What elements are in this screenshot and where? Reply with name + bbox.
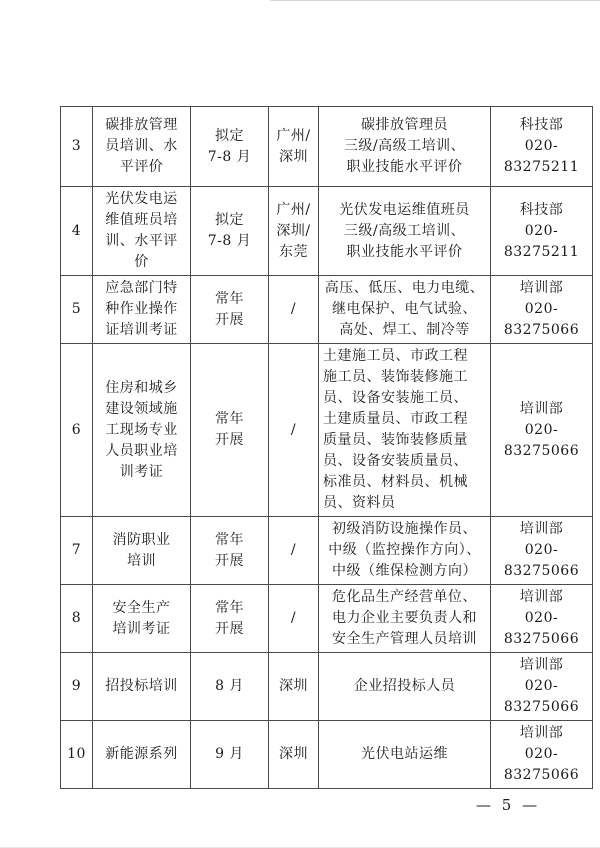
cell-training-name-line: 员培训、水 bbox=[105, 138, 178, 154]
cell-time-line: 9 月 bbox=[215, 746, 244, 762]
cell-contact bbox=[491, 344, 593, 517]
cell-number: 10 bbox=[61, 721, 93, 789]
cell-location bbox=[269, 187, 319, 276]
cell-time-line: 开展 bbox=[215, 432, 244, 448]
cell-contact-line: 020-83275066 bbox=[503, 678, 580, 715]
cell-training-name-line: 平评价 bbox=[119, 159, 164, 175]
cell-contact-line: 培训部 bbox=[519, 521, 564, 537]
cell-time-line: 常年 bbox=[215, 599, 244, 616]
cell-training-name bbox=[93, 344, 191, 517]
cell-time-line: 常年 bbox=[215, 531, 244, 548]
table-row bbox=[61, 276, 593, 344]
cell-contact-line: 培训部 bbox=[519, 400, 564, 417]
cell-time-line: 开展 bbox=[215, 311, 244, 328]
cell-training-name-line: 人员职业培 bbox=[105, 442, 178, 459]
cell-contact-line: 020-83275066 bbox=[503, 421, 580, 459]
cell-location bbox=[269, 276, 319, 344]
cell-content bbox=[319, 653, 491, 721]
cell-content-line: 职业技能水平评价 bbox=[346, 159, 463, 175]
cell-training-name-line: 培训考证 bbox=[112, 620, 171, 637]
cell-time-line: 常年 bbox=[215, 411, 244, 427]
cell-training-name-line: 种作业操作 bbox=[105, 301, 178, 317]
cell-location bbox=[269, 344, 319, 517]
cell-contact-line: 020-83275211 bbox=[503, 222, 580, 260]
cell-training-name-line: 培训 bbox=[127, 552, 156, 569]
cell-contact bbox=[491, 187, 593, 276]
cell-time bbox=[191, 344, 269, 517]
cell-training-name bbox=[93, 107, 191, 187]
table-row bbox=[61, 344, 593, 517]
cell-training-name-line: 安全生产 bbox=[112, 599, 171, 616]
cell-content-line: 中级（监控操作方向）、 bbox=[328, 542, 481, 558]
cell-contact bbox=[491, 107, 593, 187]
cell-training-name-line: 招投标培训 bbox=[105, 678, 178, 694]
table-row bbox=[61, 721, 593, 789]
cell-location-line: / bbox=[290, 610, 297, 626]
cell-contact-line: 020-83275066 bbox=[503, 542, 580, 579]
cell-contact-line: 科技部 bbox=[519, 117, 564, 133]
cell-location bbox=[269, 653, 319, 721]
page-number: — 5 — bbox=[476, 796, 541, 814]
cell-content-line: 光伏电站运维 bbox=[361, 746, 448, 762]
cell-location bbox=[269, 585, 319, 653]
table-row bbox=[61, 653, 593, 721]
cell-location bbox=[269, 721, 319, 789]
cell-contact-line: 培训部 bbox=[519, 657, 564, 673]
cell-number: 5 bbox=[61, 276, 93, 344]
cell-time bbox=[191, 107, 269, 187]
cell-location bbox=[269, 107, 319, 187]
table-row bbox=[61, 107, 593, 187]
cell-content bbox=[319, 517, 491, 585]
scan-top-edge bbox=[270, 0, 600, 1]
cell-time-line: 拟定 bbox=[215, 212, 244, 228]
cell-content-line: 标准员、材料员、机械 bbox=[323, 474, 468, 490]
cell-time bbox=[191, 517, 269, 585]
cell-content-line: 碳排放管理员 bbox=[361, 117, 448, 133]
cell-number: 9 bbox=[61, 653, 93, 721]
cell-training-name-line: 建设领域施 bbox=[105, 400, 178, 417]
cell-content-line: 员、资料员 bbox=[323, 495, 396, 511]
cell-training-name bbox=[93, 721, 191, 789]
cell-training-name-line: 应急部门特 bbox=[105, 280, 178, 296]
cell-contact-line: 培训部 bbox=[519, 725, 564, 741]
cell-content-line: 三级/高级工培训、 bbox=[343, 222, 466, 239]
cell-content-line: 电力企业主要负责人和 bbox=[332, 610, 477, 626]
cell-contact bbox=[491, 585, 593, 653]
cell-content bbox=[319, 187, 491, 276]
cell-content-line: 土建质量员、市政工程 bbox=[323, 411, 468, 427]
cell-content-line: 员、设备安装施工员、 bbox=[323, 390, 468, 406]
cell-number: 6 bbox=[61, 344, 93, 517]
cell-time bbox=[191, 276, 269, 344]
table-row bbox=[61, 517, 593, 585]
cell-contact-line: 020-83275066 bbox=[503, 746, 580, 783]
cell-time bbox=[191, 585, 269, 653]
cell-content-line: 员、设备安装质量员、 bbox=[323, 453, 468, 469]
cell-content bbox=[319, 107, 491, 187]
cell-content bbox=[319, 585, 491, 653]
cell-time-line: 开展 bbox=[215, 620, 244, 637]
cell-time-line: 7-8 月 bbox=[207, 148, 252, 165]
cell-content-line: 职业技能水平评价 bbox=[346, 243, 463, 260]
cell-time bbox=[191, 187, 269, 276]
cell-content-line: 中级（维保检测方向） bbox=[332, 563, 477, 579]
cell-location bbox=[269, 517, 319, 585]
cell-content-line: 企业招投标人员 bbox=[353, 678, 456, 694]
cell-content bbox=[319, 344, 491, 517]
cell-content-line: 高处、焊工、制冷等 bbox=[339, 322, 470, 338]
cell-time-line: 拟定 bbox=[215, 127, 244, 144]
cell-number: 3 bbox=[61, 107, 93, 187]
cell-location-line: / bbox=[290, 421, 297, 438]
table-row bbox=[61, 187, 593, 276]
cell-training-name-line: 碳排放管理 bbox=[105, 117, 178, 133]
cell-location-line: / bbox=[290, 301, 297, 317]
cell-time-line: 常年 bbox=[215, 290, 244, 307]
cell-time-line: 7-8 月 bbox=[207, 233, 252, 249]
cell-contact bbox=[491, 276, 593, 344]
cell-training-name-line: 价 bbox=[134, 254, 149, 270]
cell-contact-line: 020-83275066 bbox=[503, 610, 580, 647]
cell-training-name-line: 新能源系列 bbox=[105, 746, 178, 762]
training-schedule-table bbox=[60, 106, 593, 789]
cell-content-line: 初级消防设施操作员、 bbox=[332, 521, 477, 537]
cell-training-name-line: 工现场专业 bbox=[105, 421, 178, 438]
cell-location-line: 广州/ bbox=[276, 127, 311, 144]
cell-content-line: 安全生产管理人员培训 bbox=[332, 631, 477, 647]
cell-location-line: 东莞 bbox=[279, 243, 308, 260]
cell-contact-line: 020-83275211 bbox=[503, 138, 580, 175]
cell-content-line: 三级/高级工培训、 bbox=[343, 138, 466, 154]
cell-contact bbox=[491, 653, 593, 721]
cell-location-line: 深圳/ bbox=[276, 222, 311, 239]
cell-training-name bbox=[93, 653, 191, 721]
cell-contact-line: 020-83275066 bbox=[503, 301, 580, 338]
cell-number: 8 bbox=[61, 585, 93, 653]
cell-content-line: 土建施工员、市政工程 bbox=[323, 348, 468, 364]
cell-contact bbox=[491, 517, 593, 585]
cell-number: 4 bbox=[61, 187, 93, 276]
cell-content-line: 质量员、装饰装修质量 bbox=[323, 432, 468, 448]
cell-location-line: / bbox=[290, 542, 297, 558]
table-row bbox=[61, 585, 593, 653]
cell-contact-line: 科技部 bbox=[519, 201, 564, 218]
cell-content-line: 危化品生产经营单位、 bbox=[332, 589, 477, 605]
cell-training-name-line: 证培训考证 bbox=[105, 322, 178, 338]
cell-contact bbox=[491, 721, 593, 789]
cell-location-line: 深圳 bbox=[279, 746, 308, 762]
cell-training-name bbox=[93, 517, 191, 585]
cell-content bbox=[319, 721, 491, 789]
cell-time-line: 8 月 bbox=[215, 678, 244, 694]
cell-training-name bbox=[93, 187, 191, 276]
cell-training-name-line: 训、水平评 bbox=[105, 233, 178, 249]
cell-content-line: 高压、低压、电力电缆、 bbox=[324, 280, 485, 296]
cell-training-name bbox=[93, 276, 191, 344]
cell-content bbox=[319, 276, 491, 344]
cell-training-name-line: 训考证 bbox=[119, 463, 164, 480]
cell-training-name-line: 消防职业 bbox=[112, 531, 171, 548]
cell-number: 7 bbox=[61, 517, 93, 585]
cell-training-name-line: 维值班员培 bbox=[105, 212, 178, 228]
cell-location-line: 深圳 bbox=[279, 148, 308, 165]
cell-content-line: 施工员、装饰装修施工 bbox=[323, 369, 468, 385]
cell-time bbox=[191, 721, 269, 789]
cell-location-line: 深圳 bbox=[279, 678, 308, 694]
cell-training-name-line: 光伏发电运 bbox=[105, 191, 178, 207]
cell-contact-line: 培训部 bbox=[519, 589, 564, 605]
cell-contact-line: 培训部 bbox=[519, 280, 564, 296]
cell-training-name bbox=[93, 585, 191, 653]
cell-location-line: 广州/ bbox=[276, 201, 311, 218]
cell-content-line: 光伏发电运维值班员 bbox=[339, 201, 470, 218]
cell-training-name-line: 住房和城乡 bbox=[105, 379, 178, 396]
cell-time bbox=[191, 653, 269, 721]
cell-content-line: 继电保护、电气试验、 bbox=[332, 301, 477, 317]
cell-time-line: 开展 bbox=[215, 552, 244, 569]
